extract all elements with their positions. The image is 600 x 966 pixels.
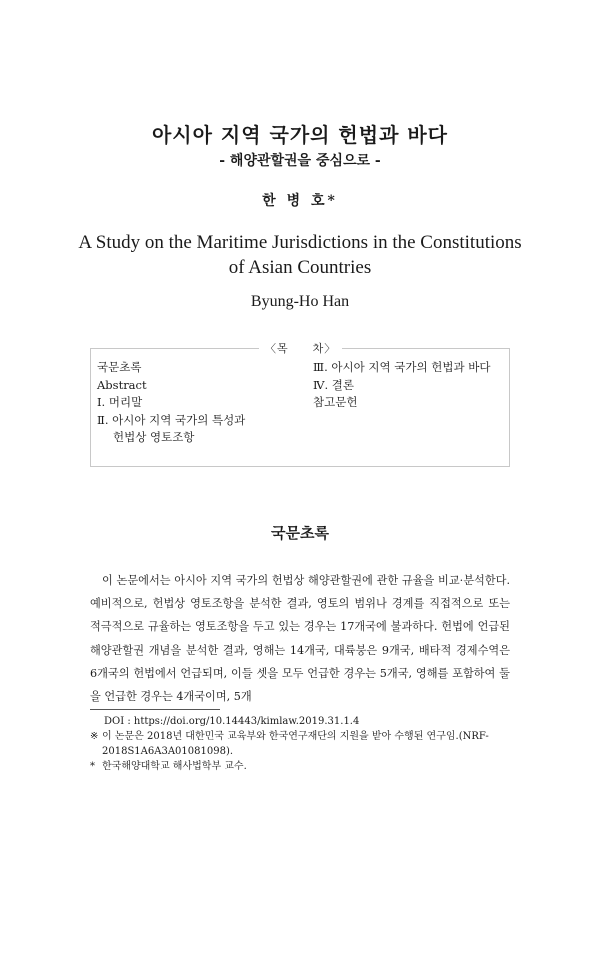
toc-item: 참고문헌 xyxy=(313,395,358,409)
paper-title: 아시아 지역 국가의 헌법과 바다 xyxy=(151,123,448,147)
english-title-line-2: of Asian Countries xyxy=(228,257,372,278)
footnote-mark: ※ xyxy=(90,731,99,742)
toc-item: Ⅳ. 결론 xyxy=(313,377,355,392)
toc-left-column xyxy=(97,359,245,447)
toc-item: 헌법상 영토조항 xyxy=(113,430,195,444)
paper-subtitle: - 해양관할권을 중심으로 - xyxy=(219,153,381,169)
author-english: Byung-Ho Han xyxy=(250,293,350,310)
english-title xyxy=(60,230,540,280)
abstract-heading: 국문초록 xyxy=(271,524,329,542)
funding-footnote xyxy=(90,729,510,759)
toc-right-column xyxy=(313,359,490,412)
footnotes xyxy=(90,714,510,774)
toc-item: Ⅲ. 아시아 지역 국가의 헌법과 바다 xyxy=(313,360,491,374)
author-footnote xyxy=(90,759,510,774)
doi-footnote: DOI : https://doi.org/10.14443/kimlaw.2019.31.1.4 xyxy=(104,716,360,727)
toc-item: 국문초록 xyxy=(97,360,142,374)
author-korean: 한 병 호* xyxy=(262,193,338,209)
footnote-text: 이 논문은 2018년 대한민국 교육부와 한국연구재단의 지원을 받아 수행된 연구임.(NRF-2018S1A6A3A01081098). xyxy=(102,731,489,757)
toc-heading: 〈목 차〉 xyxy=(259,340,342,356)
footnote-mark: * xyxy=(90,761,95,772)
toc-item: Ⅱ. 아시아 지역 국가의 특성과 xyxy=(97,412,246,427)
footnote-text: 한국해양대학교 해사법학부 교수. xyxy=(102,761,247,772)
abstract-body: 이 논문에서는 아시아 지역 국가의 헌법상 해양관할권에 관한 규율을 비교·분석한다. 예비적으로, 헌법상 영토조항을 분석한 결과, 영토의 범위나 경계를 직접적으로 또는 적극적으로 규율하는 영토조항을 두고 있는 경우는 17개국에 불과하다. 헌법에 언급된 해양관할권 개념을 분석한 결과, 영해는 14개국, 대륙붕은 9개국, 배타적 경제수역은 6개국의 헌법에서 언급되며, 이들 셋을 모두 언급한 경우는 5개국, 영해를 포함하여 둘을 언급한 경우는 4개국이며, 5개 xyxy=(90,574,510,704)
toc-item: Abstract xyxy=(97,377,147,392)
toc-item: Ⅰ. 머리말 xyxy=(97,395,143,409)
english-title-line-1: A Study on the Maritime Jurisdictions in the Constitutions xyxy=(78,232,522,253)
footnote-divider xyxy=(90,709,220,710)
table-of-contents xyxy=(90,342,510,467)
